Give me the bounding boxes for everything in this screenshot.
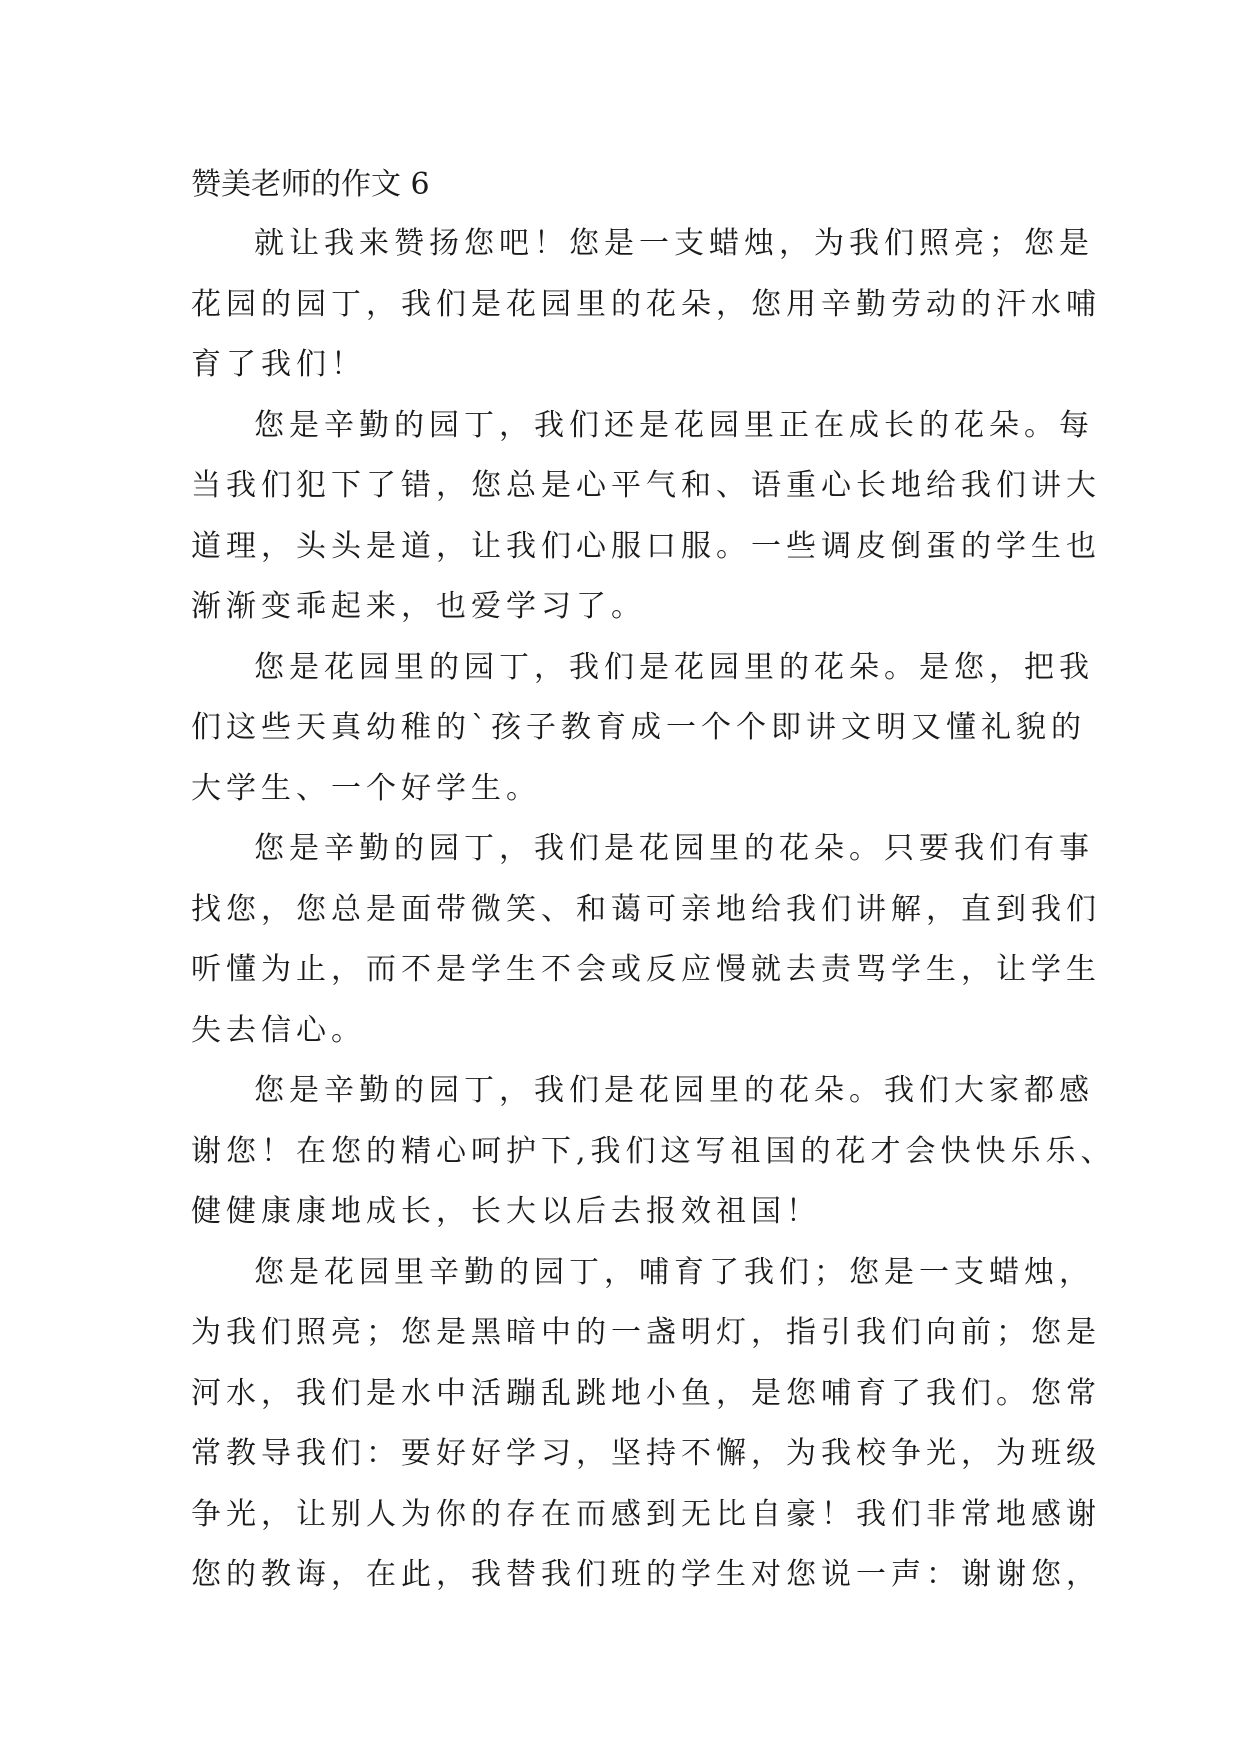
paragraph-line: 您的教诲，在此，我替我们班的学生对您说一声：谢谢您， [191, 1557, 1101, 1592]
paragraph-line: 失去信心。 [191, 1012, 366, 1048]
paragraph-line: 育了我们！ [191, 347, 366, 382]
paragraph-line: 当我们犯下了错，您总是心平气和、语重心长地给我们讲大 [191, 468, 1101, 503]
paragraph-line: 听懂为止，而不是学生不会或反应慢就去责骂学生，让学生 [191, 952, 1101, 987]
paragraph-line: 健健康康地成长，长大以后去报效祖国！ [191, 1194, 821, 1229]
paragraph-line: 您是花园里的园丁，我们是花园里的花朵。是您，把我 [254, 649, 1094, 685]
paragraph-4 [191, 819, 1101, 1061]
document-title: 赞美老师的作文 6 [191, 167, 430, 202]
paragraph-line: 您是辛勤的园丁，我们是花园里的花朵。只要我们有事 [254, 831, 1094, 866]
paragraph-line: 河水，我们是水中活蹦乱跳地小鱼，是您哺育了我们。您常 [191, 1375, 1101, 1411]
paragraph-5 [191, 1061, 1116, 1243]
paragraph-line: 花园的园丁，我们是花园里的花朵，您用辛勤劳动的汗水哺 [191, 286, 1101, 322]
paragraph-line: 您是辛勤的园丁，我们还是花园里正在成长的花朵。每 [254, 407, 1094, 443]
paragraph-line: 们这些天真幼稚的`孩子教育成一个个即讲文明又懂礼貌的 [191, 710, 1086, 745]
paragraph-line: 谢您！在您的精心呵护下,我们这写祖国的花才会快快乐乐、 [191, 1133, 1116, 1169]
paragraph-line: 就让我来赞扬您吧！您是一支蜡烛，为我们照亮；您是 [254, 226, 1094, 261]
paragraph-line: 找您，您总是面带微笑、和蔼可亲地给我们讲解，直到我们 [191, 891, 1101, 927]
paragraph-line: 为我们照亮；您是黑暗中的一盏明灯，指引我们向前；您是 [191, 1315, 1101, 1350]
paragraph-line: 您是辛勤的园丁，我们是花园里的花朵。我们大家都感 [254, 1073, 1094, 1108]
paragraph-3 [191, 638, 1094, 820]
essay-body [191, 214, 1116, 1606]
paragraph-line: 常教导我们：要好好学习，坚持不懈，为我校争光，为班级 [191, 1436, 1101, 1471]
paragraph-1 [191, 214, 1101, 396]
paragraph-line: 大学生、一个好学生。 [191, 770, 541, 806]
paragraph-line: 争光，让别人为你的存在而感到无比自豪！我们非常地感谢 [191, 1496, 1101, 1532]
paragraph-6 [191, 1243, 1101, 1606]
paragraph-2 [191, 396, 1101, 638]
paragraph-line: 渐渐变乖起来，也爱学习了。 [191, 589, 646, 624]
paragraph-line: 道理，头头是道，让我们心服口服。一些调皮倒蛋的学生也 [191, 528, 1101, 564]
paragraph-line: 您是花园里辛勤的园丁，哺育了我们；您是一支蜡烛， [254, 1254, 1094, 1290]
